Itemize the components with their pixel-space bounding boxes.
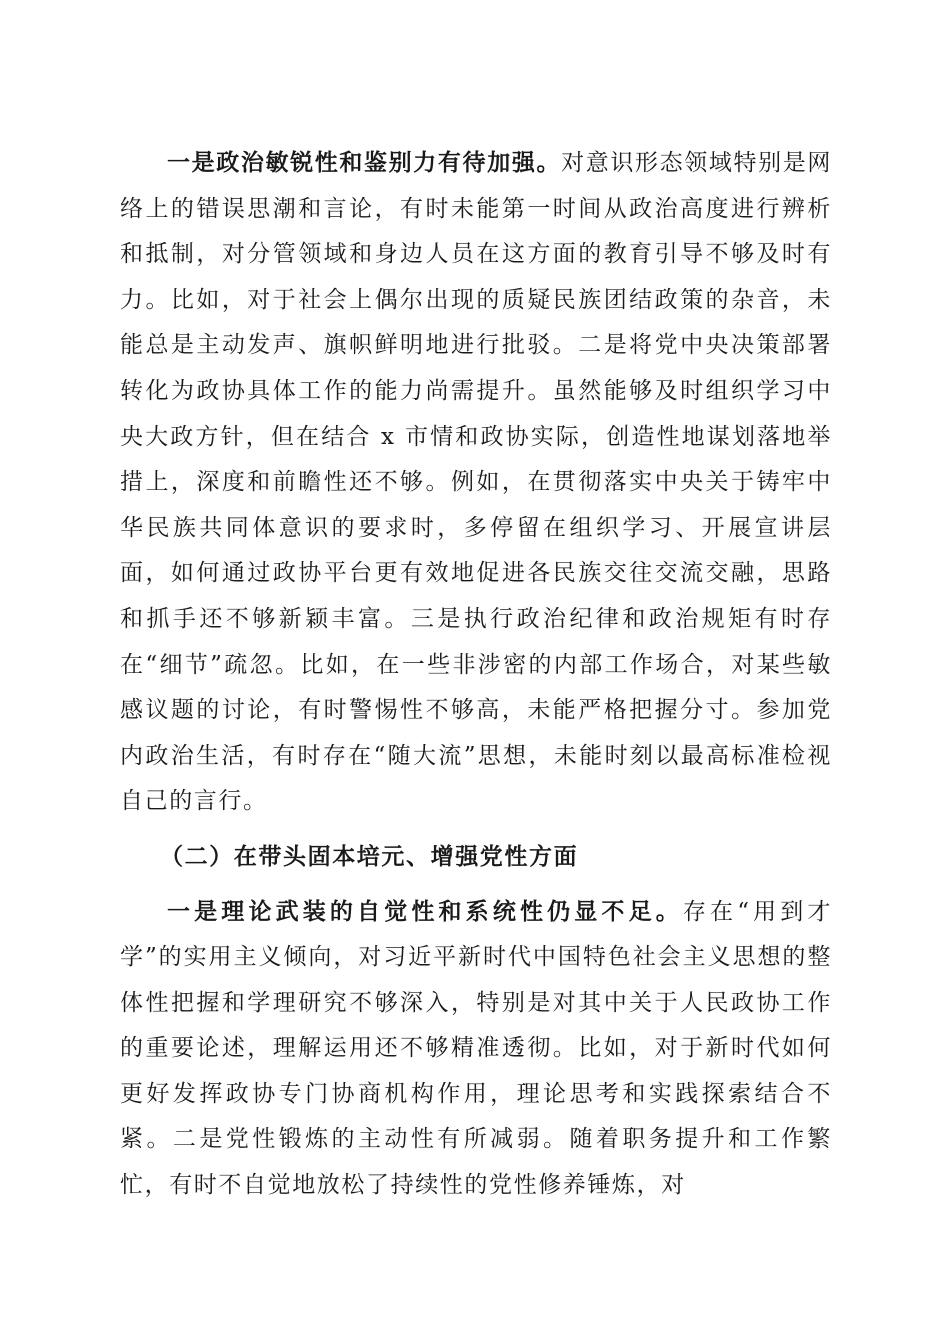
paragraph-body-text: 对意识形态领域特别是网络上的错误思潮和言论，有时未能第一时间从政治高度进行辨析和抵制，对分管领域和身边人员在这方面的教育引导不够及时有力。比如，对于社会上偶尔出现的质疑民族团结政策的杂音，未能总是主动发声、旗帜鲜明地进行批驳。二是将党中央决策部署转化为政协具体工作的能力尚需提升。虽然能够及时组织学习中央大政方针，但在结合 x 市情和政协实际，创造性地谋划落地举措上，深度和前瞻性还不够。例如，在贯彻落实中央关于铸牢中华民族共同体意识的要求时，多停留在组织学习、开展宣讲层面，如何通过政协平台更有效地促进各民族交往交流交融，思路和抓手还不够新颖丰富。三是执行政治纪律和政治规矩有时存在“细节”疏忽。比如，在一些非涉密的内部工作场合，对某些敏感议题的讨论，有时警惕性不够高，未能严格把握分寸。参加党内政治生活，有时存在“随大流”思想，未能时刻以最高标准检视自己的言行。 [120,150,832,815]
paragraph-political-sensitivity [120,140,832,825]
paragraph-lead-sentence: 一是理论武装的自觉性和系统性仍显不足。 [167,897,683,925]
document-body [120,140,832,1218]
paragraph-theoretical-arming [120,889,832,1209]
paragraph-lead-sentence: 一是政治敏锐性和鉴别力有待加强。 [167,149,562,176]
paragraph-body-text: 存在“用到才学”的实用主义倾向，对习近平新时代中国特色社会主义思想的整体性把握和学理研究不够深入，特别是对其中关于人民政协工作的重要论述，理解运用还不够精准透彻。比如，对于新时代如何更好发挥政协专门协商机构作用，理论思考和实践探索结合不紧。二是党性锻炼的主动性有所减弱。随着职务提升和工作繁忙，有时不自觉地放松了持续性的党性修养锤炼，对 [120,898,833,1199]
section-heading: （二）在带头固本培元、增强党性方面 [160,842,579,870]
